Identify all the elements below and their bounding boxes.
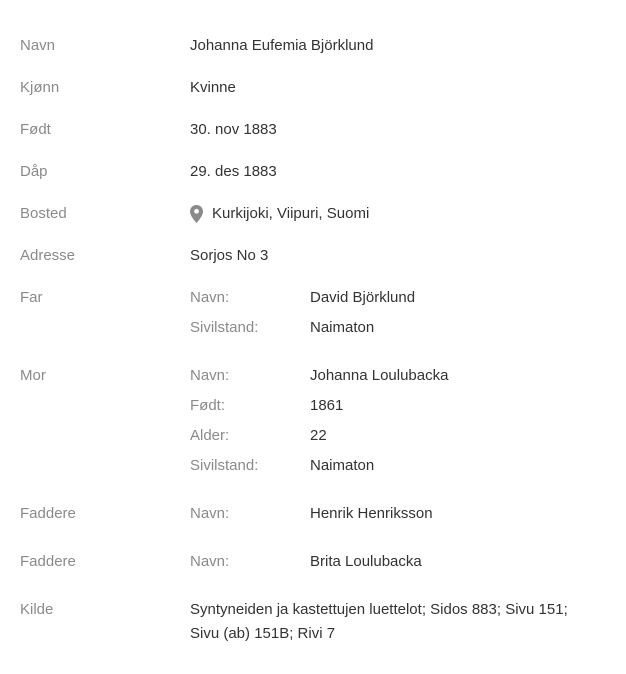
field-label: Sivilstand: [190, 457, 259, 474]
address-value: Sorjos No 3 [190, 247, 269, 264]
address-label: Adresse [20, 247, 76, 264]
mother-field-born [190, 396, 610, 426]
residence-value[interactable] [190, 204, 369, 224]
residence-label: Bosted [20, 205, 67, 222]
godparent-2-field-name [190, 552, 610, 582]
mother-fields [190, 366, 610, 486]
born-value: 30. nov 1883 [190, 121, 277, 138]
field-label: Navn: [190, 505, 230, 522]
father-field-name [190, 288, 610, 318]
field-label: Navn: [190, 553, 230, 570]
baptism-value: 29. des 1883 [190, 163, 277, 180]
source-value: Syntyneiden ja kastettujen luettelot; Sidos 883; Sivu 151; Sivu (ab) 151B; Rivi 7 [190, 601, 568, 642]
born-label: Født [20, 121, 51, 138]
father-marital-status-value: Naimaton [310, 319, 375, 336]
godparent-2-name-value: Brita Loulubacka [310, 553, 422, 570]
field-label: Navn: [190, 367, 230, 384]
godparent-1-field-name [190, 504, 610, 534]
source-label: Kilde [20, 601, 54, 618]
map-pin-icon [190, 205, 203, 223]
name-value: Johanna Eufemia Björklund [190, 37, 374, 54]
godparent-1-name-value: Henrik Henriksson [310, 505, 433, 522]
mother-age-value: 22 [310, 427, 327, 444]
mother-label: Mor [20, 367, 46, 384]
mother-name-value: Johanna Loulubacka [310, 367, 449, 384]
father-label: Far [20, 289, 43, 306]
field-label: Sivilstand: [190, 319, 259, 336]
mother-field-age [190, 426, 610, 456]
godparent-2-fields [190, 552, 610, 582]
mother-born-value: 1861 [310, 397, 344, 414]
godparent-1-fields [190, 504, 610, 534]
baptism-label: Dåp [20, 163, 48, 180]
mother-field-name [190, 366, 610, 396]
gender-label: Kjønn [20, 79, 60, 96]
father-name-value: David Björklund [310, 289, 416, 306]
residence-text: Kurkijoki, Viipuri, Suomi [212, 205, 370, 222]
mother-marital-status-value: Naimaton [310, 457, 375, 474]
field-label: Navn: [190, 289, 230, 306]
mother-field-marital-status [190, 456, 610, 486]
name-label: Navn [20, 37, 56, 54]
godparent-label: Faddere [20, 553, 76, 570]
father-field-marital-status [190, 318, 610, 348]
godparent-label: Faddere [20, 505, 76, 522]
field-label: Alder: [190, 427, 230, 444]
father-fields [190, 288, 610, 348]
gender-value: Kvinne [190, 79, 236, 96]
field-label: Født: [190, 397, 226, 414]
